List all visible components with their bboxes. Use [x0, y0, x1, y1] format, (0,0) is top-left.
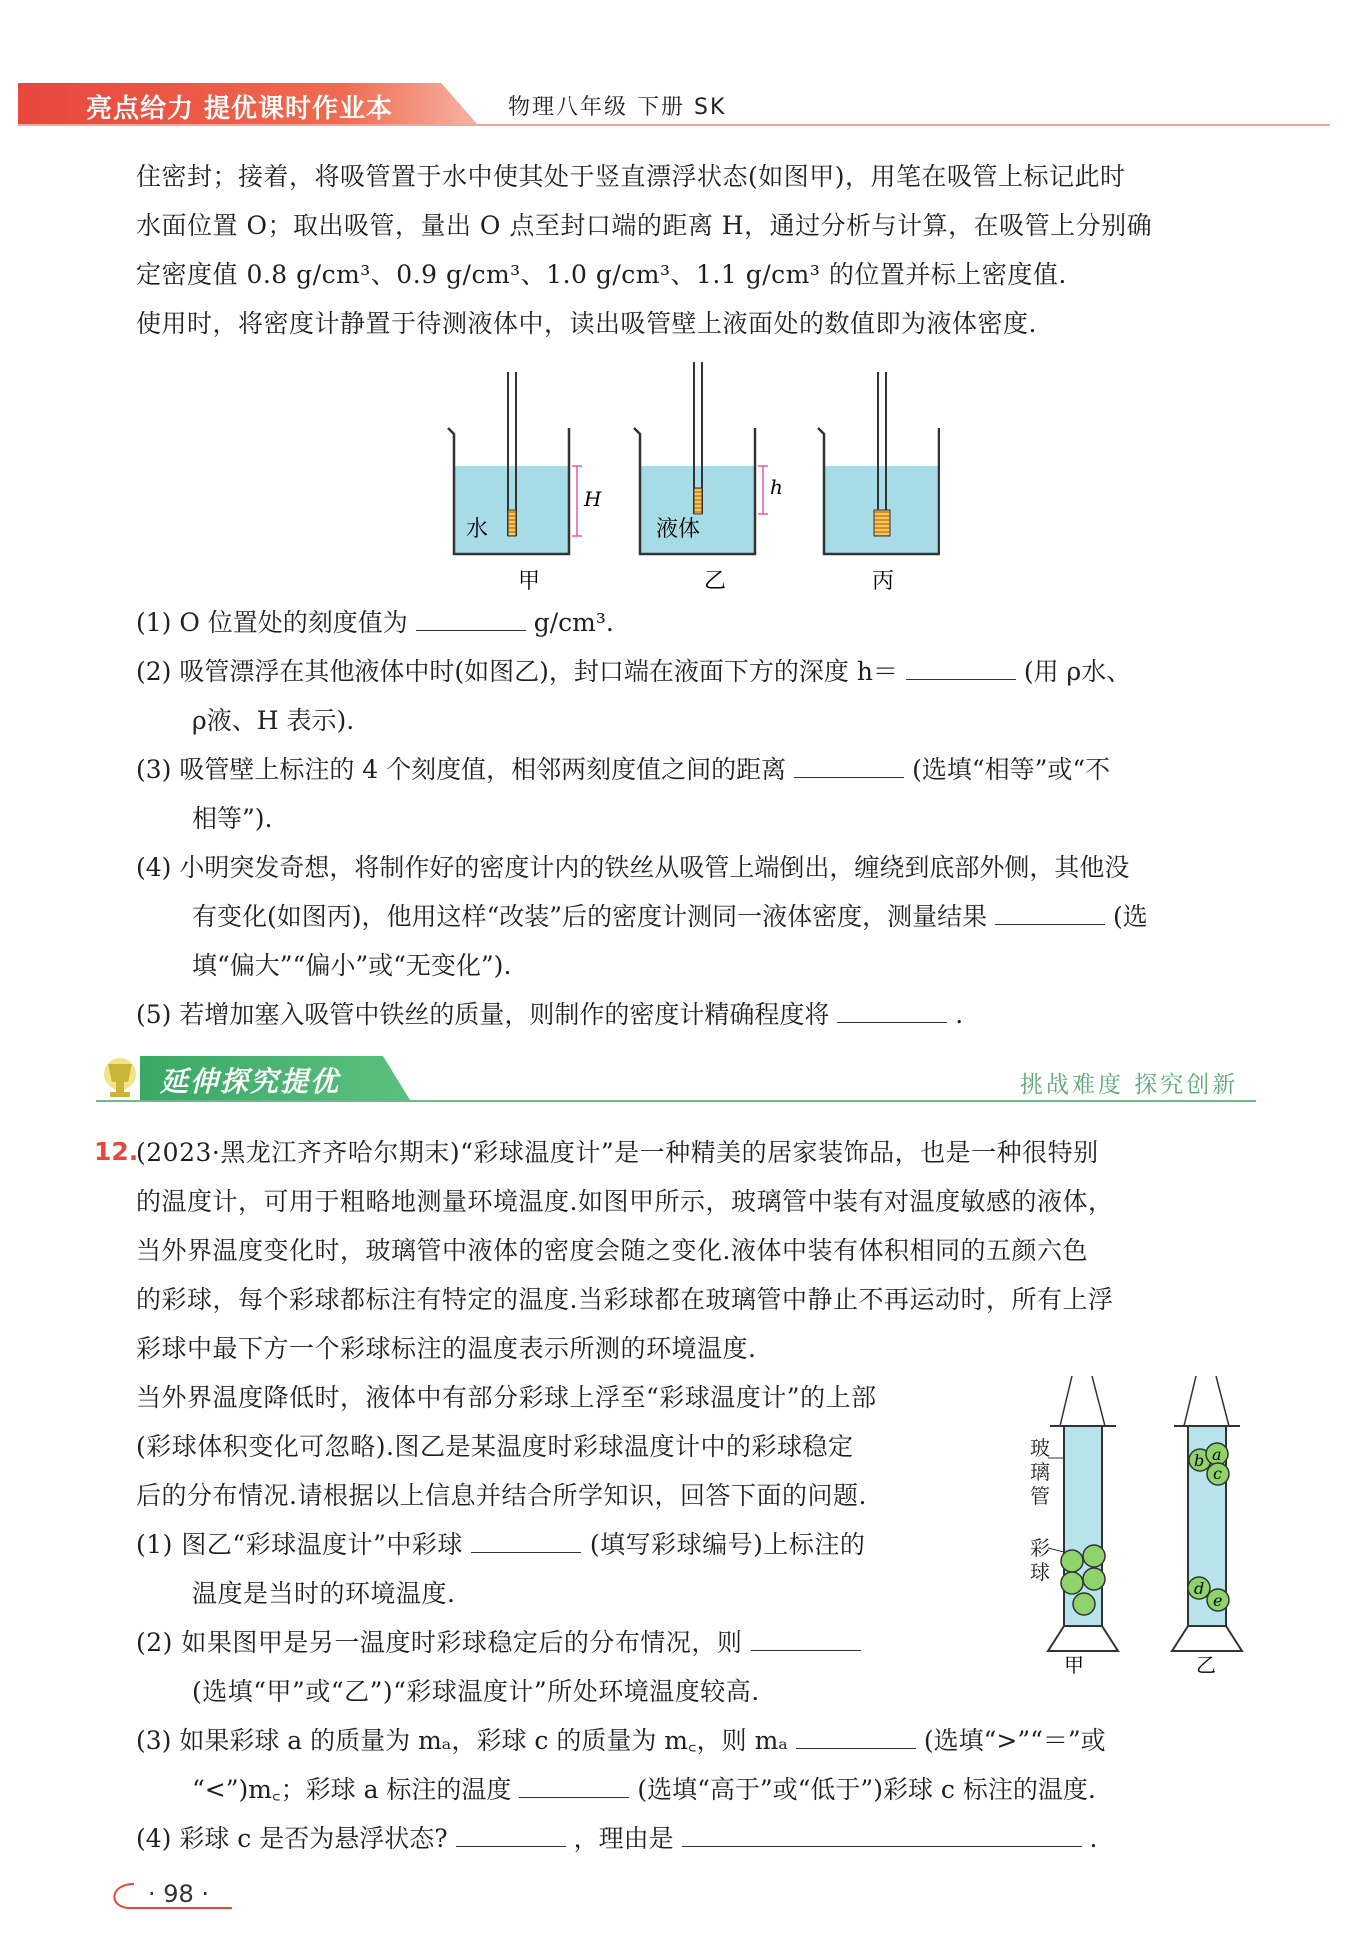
section-title: 延伸探究提优	[160, 1065, 341, 1098]
book-info: 物理八年级 下册 SK	[508, 95, 727, 120]
thermometer-a	[1048, 1376, 1118, 1651]
q12-stem	[136, 1128, 1266, 1373]
q12-stem-2	[136, 1373, 1006, 1716]
caption-b: 乙	[704, 569, 727, 594]
q12-part4: (4) 彩球 c 是否为悬浮状态? ，理由是 .	[136, 1814, 1266, 1863]
q11-part4-cont: 有变化(如图丙)，他用这样“改装”后的密度计测同一液体密度，测量结果 (选	[136, 892, 1266, 941]
answer-blank[interactable]	[751, 1624, 861, 1651]
beaker-c	[818, 372, 939, 554]
q12-line-6: 当外界温度降低时，液体中有部分彩球上浮至“彩球温度计”的上部	[136, 1383, 877, 1412]
answer-blank[interactable]	[796, 1722, 916, 1749]
intro-line-3: 定密度值 0.8 g/cm³、0.9 g/cm³、1.0 g/cm³、1.1 g/cm³ 的位置并标上密度值.	[136, 260, 1067, 289]
q12-line-1: (2023·黑龙江齐齐哈尔期末)“彩球温度计”是一种精美的居家装饰品，也是一种很特别	[136, 1138, 1099, 1167]
q12-line-3: 当外界温度变化时，玻璃管中液体的密度会随之变化.液体中装有体积相同的五颜六色	[136, 1236, 1088, 1265]
caption-a: 甲	[518, 569, 541, 594]
q11-part1: (1) O 位置处的刻度值为 g/cm³.	[136, 598, 1266, 647]
intro-line-2: 水面位置 O；取出吸管，量出 O 点至封口端的距离 H，通过分析与计算，在吸管上分别确	[136, 211, 1153, 240]
q12-part1: (1) 图乙“彩球温度计”中彩球 (填写彩球编号)上标注的	[136, 1520, 1006, 1569]
beaker-b	[634, 362, 768, 554]
header-divider	[18, 124, 1330, 126]
caption-b: 乙	[1196, 1653, 1216, 1676]
answer-blank[interactable]	[995, 898, 1105, 925]
q11-part4-cont2: 填“偏大”“偏小”或“无变化”).	[192, 951, 512, 980]
q12-line-4: 的彩球，每个彩球都标注有特定的温度.当彩球都在玻璃管中静止不再运动时，所有上浮	[136, 1285, 1114, 1314]
ball-b-label: b	[1194, 1451, 1205, 1470]
answer-blank[interactable]	[906, 653, 1016, 680]
question-number: 12.	[94, 1137, 139, 1166]
q12-line-8: 后的分布情况.请根据以上信息并结合所学知识，回答下面的问题.	[136, 1481, 867, 1510]
ball-a-label: a	[1212, 1445, 1222, 1464]
label-glass-tube-text: 玻璃管	[1030, 1436, 1050, 1508]
section-subtitle: 挑战难度 探究创新	[1020, 1072, 1239, 1098]
intro-paragraph	[136, 152, 1266, 348]
color-ball-thermometer-figure	[1020, 1376, 1290, 1676]
intro-line-4: 使用时，将密度计静置于待测液体中，读出吸管壁上液面处的数值即为液体密度.	[136, 309, 1037, 338]
thermometer-b	[1172, 1376, 1242, 1651]
q11-part2-cont: ρ液、H 表示).	[192, 706, 355, 735]
label-ball-text: 彩球	[1030, 1536, 1050, 1584]
q12-line-2: 的温度计，可用于粗略地测量环境温度.如图甲所示，玻璃管中装有对温度敏感的液体，	[136, 1187, 1114, 1216]
label-H: H	[584, 487, 602, 511]
q11-part3: (3) 吸管壁上标注的 4 个刻度值，相邻两刻度值之间的距离 (选填“相等”或“不	[136, 745, 1266, 794]
intro-line-1: 住密封；接着，将吸管置于水中使其处于竖直漂浮状态(如图甲)，用笔在吸管上标记此时	[136, 162, 1126, 191]
answer-blank[interactable]	[519, 1771, 629, 1798]
q11-part3-cont: 相等”).	[192, 804, 273, 833]
caption-c: 丙	[872, 569, 895, 594]
section-divider	[96, 1100, 1256, 1102]
answer-blank[interactable]	[837, 996, 947, 1023]
label-liquid: 液体	[656, 517, 701, 542]
q12-part2: (2) 如果图甲是另一温度时彩球稳定后的分布情况，则	[136, 1618, 1006, 1667]
answer-blank[interactable]	[471, 1526, 581, 1553]
answer-blank[interactable]	[794, 751, 904, 778]
q12-part3: (3) 如果彩球 a 的质量为 mₐ，彩球 c 的质量为 m꜀，则 mₐ (选填“>”“＝”或	[136, 1716, 1266, 1765]
ball-c-label: c	[1213, 1464, 1222, 1483]
answer-blank[interactable]	[682, 1820, 1082, 1847]
q12-part1-cont: 温度是当时的环境温度.	[192, 1579, 456, 1608]
q11-part2: (2) 吸管漂浮在其他液体中时(如图乙)，封口端在液面下方的深度 h＝ (用 ρ水、	[136, 647, 1266, 696]
caption-a: 甲	[1064, 1653, 1084, 1676]
ball-e-label: e	[1213, 1591, 1223, 1610]
question-11	[136, 598, 1266, 1039]
series-title: 亮点给力 提优课时作业本	[86, 94, 394, 124]
q12-part3-cont: “<”)m꜀；彩球 a 标注的温度 (选填“高于”或“低于”)彩球 c 标注的温度.	[136, 1765, 1266, 1814]
q12-line-7: (彩球体积变化可忽略).图乙是某温度时彩球温度计中的彩球稳定	[136, 1432, 854, 1461]
answer-blank[interactable]	[416, 604, 526, 631]
page-number: · 98 ·	[148, 1880, 210, 1908]
answer-blank[interactable]	[456, 1820, 566, 1847]
q12-part2-cont: (选填“甲”或“乙”)“彩球温度计”所处环境温度较高.	[192, 1677, 760, 1706]
density-meter-figure	[440, 362, 940, 594]
label-water: 水	[466, 517, 489, 542]
q12-line-5: 彩球中最下方一个彩球标注的温度表示所测的环境温度.	[136, 1334, 757, 1363]
ball-d-label: d	[1194, 1579, 1205, 1598]
label-h: h	[770, 475, 783, 499]
q12-parts-3-4	[136, 1716, 1266, 1863]
q11-part4: (4) 小明突发奇想，将制作好的密度计内的铁丝从吸管上端倒出，缠绕到底部外侧，其他没	[136, 853, 1130, 882]
q11-part5: (5) 若增加塞入吸管中铁丝的质量，则制作的密度计精确程度将 .	[136, 990, 1266, 1039]
